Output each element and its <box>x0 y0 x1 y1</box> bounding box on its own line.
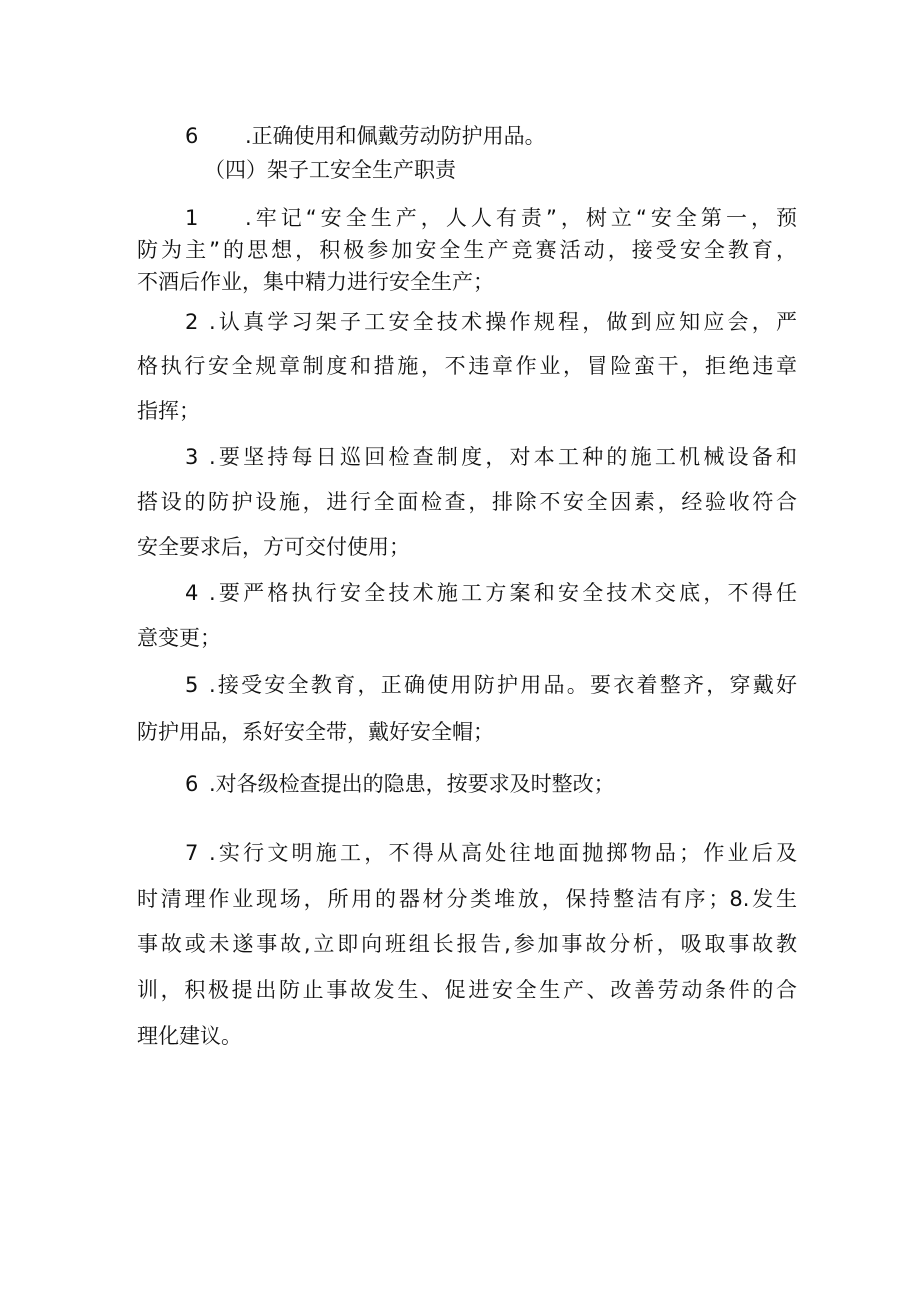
paragraph-line: 意变更； <box>137 626 221 650</box>
item-text: .接受安全教育，正确使用防护用品。要衣着整齐，穿戴好 <box>209 673 797 697</box>
item-text: .要严格执行安全技术施工方案和安全技术交底，不得任 <box>209 581 797 605</box>
paragraph-line: 不酒后作业，集中精力进行安全生产； <box>137 270 494 294</box>
paragraph-line: 搭设的防护设施，进行全面检查，排除不安全因素，经验收符合 <box>137 490 797 514</box>
item-text: .要坚持每日巡回检查制度，对本工种的施工机械设备和 <box>209 445 797 469</box>
list-item-6-prev <box>185 121 797 151</box>
list-item-6 <box>185 769 797 799</box>
item-number: 4 <box>185 581 199 605</box>
item-number: 5 <box>185 673 199 697</box>
paragraph-line: 格执行安全规章制度和措施，不违章作业，冒险蛮干，拒绝违章 <box>137 354 797 378</box>
list-item-4 <box>185 578 797 608</box>
paragraph-line: 事故或未遂事故,立即向班组长报告,参加事故分析，吸取事故教 <box>137 932 797 956</box>
item-text: .正确使用和佩戴劳动防护用品。 <box>245 124 546 148</box>
item-number: 7 <box>185 841 199 865</box>
item-number: 2 <box>185 310 199 334</box>
paragraph-line: 理化建议。 <box>137 1024 242 1048</box>
item-number: 6 <box>185 124 199 148</box>
list-item-7 <box>185 838 797 868</box>
item-text: .牢记“安全生产，人人有责”，树立“安全第一，预 <box>245 206 797 230</box>
paragraph-line: 防为主”的思想，积极参加安全生产竞赛活动，接受安全教育， <box>137 238 797 262</box>
item-number: 6 <box>185 772 199 796</box>
paragraph-line: 安全要求后，方可交付使用； <box>137 535 410 559</box>
section-heading: （四）架子工安全生产职责 <box>204 158 456 182</box>
paragraph-line: 时清理作业现场，所用的器材分类堆放，保持整洁有序；8.发生 <box>137 887 797 911</box>
item-number: 3 <box>185 445 199 469</box>
item-number: 1 <box>185 206 199 230</box>
list-item-3 <box>185 442 797 472</box>
item-text: .实行文明施工，不得从高处往地面抛掷物品；作业后及 <box>209 841 797 865</box>
list-item-5 <box>185 670 797 700</box>
paragraph-line: 防护用品，系好安全带，戴好安全帽； <box>137 720 494 744</box>
list-item-2 <box>185 307 797 337</box>
paragraph-line: 指挥； <box>137 399 200 423</box>
item-text: .认真学习架子工安全技术操作规程，做到应知应会，严 <box>209 310 797 334</box>
list-item-1 <box>185 203 797 233</box>
paragraph-line: 训，积极提出防止事故发生、促进安全生产、改善劳动条件的合 <box>137 978 797 1002</box>
item-text: .对各级检查提出的隐患，按要求及时整改； <box>209 772 615 796</box>
